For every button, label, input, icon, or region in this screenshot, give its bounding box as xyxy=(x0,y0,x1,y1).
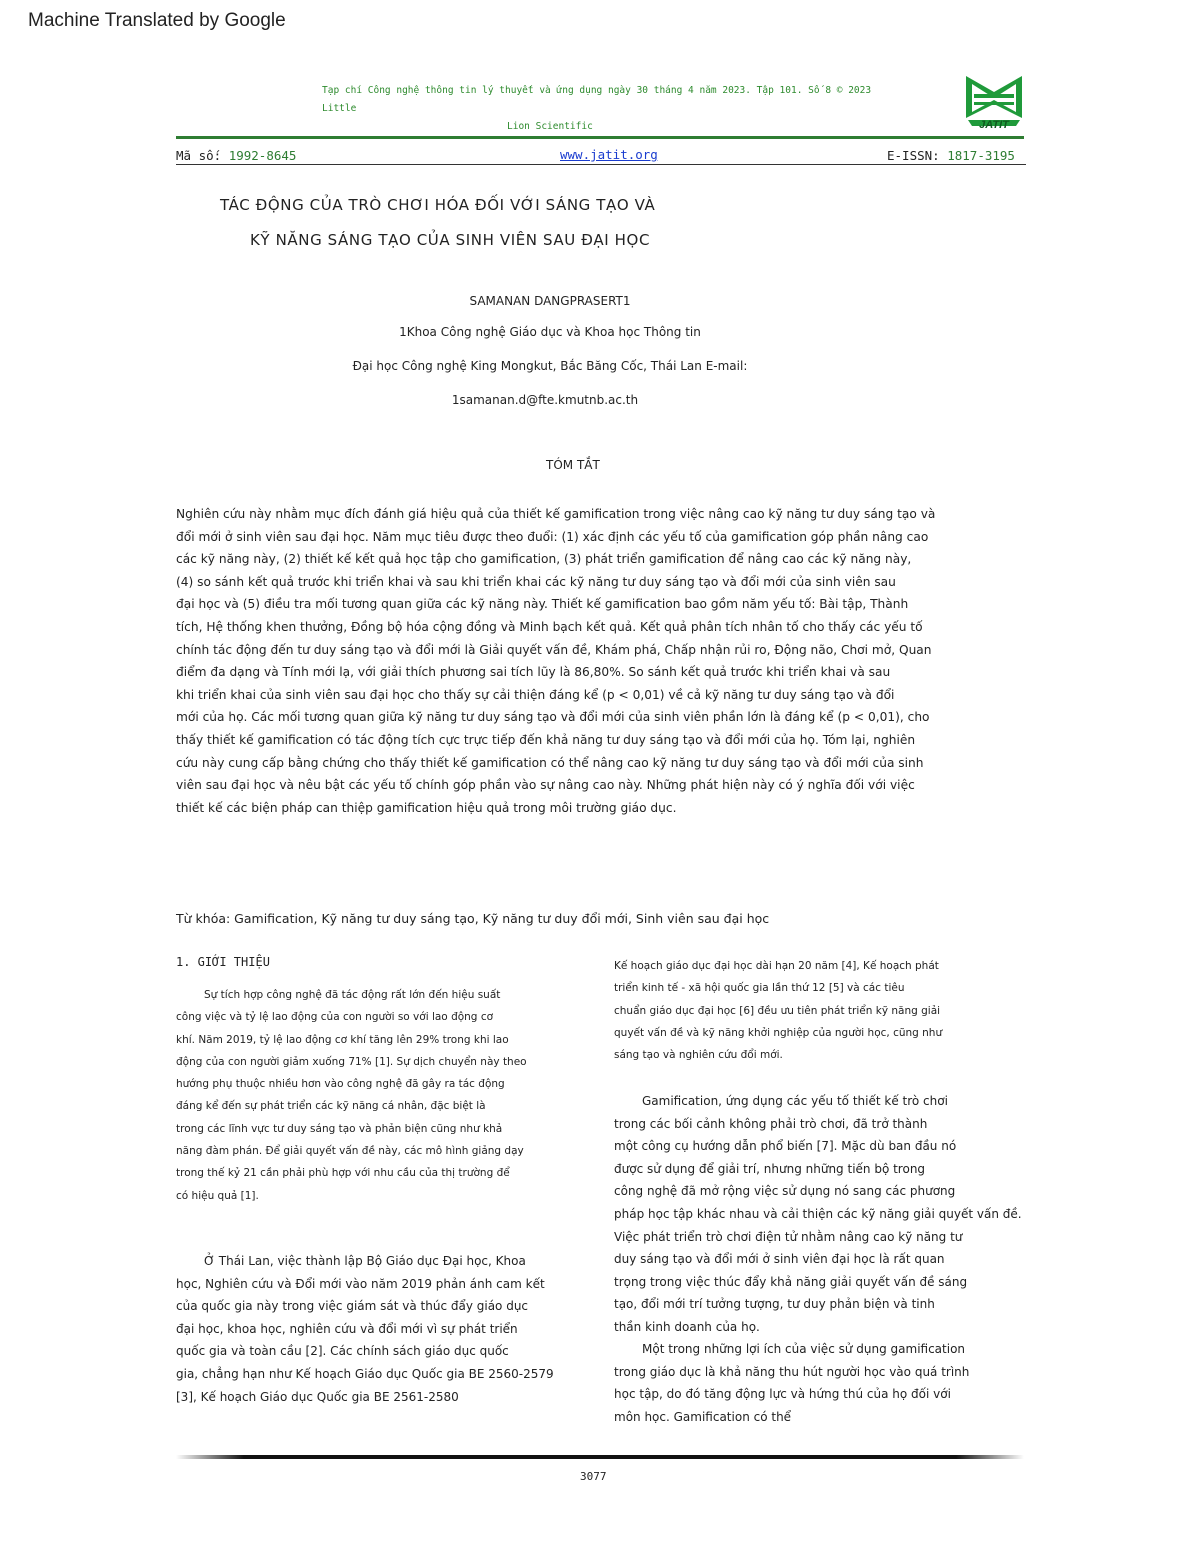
author-affiliation-2: Đại học Công nghệ King Mongkut, Bắc Băng Cốc, Thái Lan E-mail: xyxy=(352,359,748,373)
journal-citation-line: Tạp chí Công nghệ thông tin lý thuyết và ứng dụng ngày 30 tháng 4 năm 2023. Tập 101. Số 8 © 2023 Little xyxy=(322,85,872,114)
footer-rule xyxy=(176,1455,1024,1459)
jatit-logo xyxy=(962,74,1026,136)
paragraph-line: Việc phát triển trò chơi điện tử nhằm nâng cao kỹ năng tư xyxy=(614,1229,963,1244)
paragraph-line: Kế hoạch giáo dục đại học dài hạn 20 năm [4], Kế hoạch phát xyxy=(614,960,939,972)
abstract-line: (4) so sánh kết quả trước khi triển khai và sau khi triển khai các kỹ năng tư duy sáng tạo và đổi mới của sinh viên sau xyxy=(176,574,896,589)
paragraph-line: gia, chẳng hạn như Kế hoạch Giáo dục Quốc gia BE 2560-2579 xyxy=(176,1366,554,1381)
paragraph-line: triển kinh tế - xã hội quốc gia lần thứ 12 [5] và các tiêu xyxy=(614,982,905,995)
machine-translation-banner: Machine Translated by Google xyxy=(28,10,286,31)
paragraph-line: duy sáng tạo và đổi mới ở sinh viên đại học là rất quan xyxy=(614,1252,945,1267)
abstract-line: mới của họ. Các mối tương quan giữa kỹ năng tư duy sáng tạo và đổi mới của sinh viên phần lớn là đáng kể (p < 0,01), cho xyxy=(176,710,930,725)
paragraph-line: chuẩn giáo dục đại học [6] đều ưu tiên phát triển kỹ năng giải xyxy=(614,1004,941,1017)
paragraph-line: trọng trong việc thúc đẩy khả năng giải quyết vấn đề sáng xyxy=(614,1274,968,1289)
journal-publisher-line: Lion Scientific xyxy=(507,121,593,132)
paragraph-line: [3], Kế hoạch Giáo dục Quốc gia BE 2561-2580 xyxy=(176,1389,459,1404)
paragraph-line: trong các bối cảnh không phải trò chơi, đã trở thành xyxy=(614,1116,928,1131)
paragraph-line: công việc và tỷ lệ lao động của con người so với lao động cơ xyxy=(176,1011,494,1024)
section-heading-introduction: 1. GIỚI THIỆU xyxy=(176,955,270,969)
author-affiliation-1: 1Khoa Công nghệ Giáo dục và Khoa học Thông tin xyxy=(399,325,701,339)
author-name: SAMANAN DANGPRASERT1 xyxy=(469,294,631,308)
eissn xyxy=(887,148,1015,163)
abstract-line: tích, Hệ thống khen thưởng, Đồng bộ hóa cộng đồng và Minh bạch kết quả. Kết quả phân tích nhân tố cho thấy các yếu tố xyxy=(176,619,923,634)
paragraph-line: trong các lĩnh vực tư duy sáng tạo và phản biện cũng như khả xyxy=(176,1122,503,1135)
abstract-line: đổi mới ở sinh viên sau đại học. Năm mục tiêu được theo đuổi: (1) xác định các yếu tố của gamification góp phần nâng cao xyxy=(176,529,929,544)
abstract-line: cứu này cung cấp bằng chứng cho thấy thiết kế gamification có thể nâng cao kỹ năng tư duy sáng tạo và đổi mới của sinh xyxy=(176,755,924,770)
header-rule-green xyxy=(176,136,1024,139)
journal-header xyxy=(322,82,882,136)
issn-value: 1992-8645 xyxy=(228,148,297,163)
abstract-heading: TÓM TẮT xyxy=(546,458,600,472)
paragraph-line: động của con người giảm xuống 71% [1]. Sự dịch chuyển này theo xyxy=(176,1055,527,1068)
paragraph-line: học tập, do đó tăng động lực và hứng thú của họ đối với xyxy=(614,1387,951,1402)
paragraph-line: quốc gia và toàn cầu [2]. Các chính sách giáo dục quốc xyxy=(176,1344,509,1359)
intro-right-paragraph-1 xyxy=(614,955,1034,1066)
paragraph-line: Một trong những lợi ích của việc sử dụng gamification xyxy=(642,1342,966,1356)
journal-url-link[interactable]: www.jatit.org xyxy=(560,147,658,162)
paragraph-line: môn học. Gamification có thể xyxy=(614,1409,792,1424)
page-number: 3077 xyxy=(580,1470,607,1483)
paper-title-line2: KỸ NĂNG SÁNG TẠO CỦA SINH VIÊN SAU ĐẠI HỌC xyxy=(250,231,651,249)
abstract-line: viên sau đại học và nêu bật các yếu tố chính góp phần vào sự nâng cao này. Những phát hiện này có ý nghĩa đối với việc xyxy=(176,778,915,793)
eissn-label: E-ISSN: xyxy=(887,148,948,163)
paragraph-line: Gamification, ứng dụng các yếu tố thiết kế trò chơi xyxy=(642,1094,948,1108)
header-rule-dark xyxy=(176,164,1026,165)
paragraph-line: học, Nghiên cứu và Đổi mới vào năm 2019 phản ánh cam kết xyxy=(176,1276,545,1291)
paragraph-line: tạo, đổi mới trí tưởng tượng, tư duy phản biện và tinh xyxy=(614,1297,935,1312)
paragraph-line: pháp học tập khác nhau và cải thiện các kỹ năng giải quyết vấn đề. xyxy=(614,1206,1022,1221)
abstract-line: Nghiên cứu này nhằm mục đích đánh giá hiệu quả của thiết kế gamification trong việc nâng cao kỹ năng tư duy sáng tạo và xyxy=(176,507,936,521)
abstract-line: chính tác động đến tư duy sáng tạo và đổi mới là Giải quyết vấn đề, Khám phá, Chấp nhận rủi ro, Động não, Chơi mở, Quan xyxy=(176,642,932,657)
keywords: Từ khóa: Gamification, Kỹ năng tư duy sáng tạo, Kỹ năng tư duy đổi mới, Sinh viên sau đại học xyxy=(176,911,770,926)
eissn-value: 1817-3195 xyxy=(947,148,1015,163)
issn-label: Mã số: xyxy=(176,148,229,163)
author-email: 1samanan.d@fte.kmutnb.ac.th xyxy=(451,393,639,407)
intro-right-paragraph-2 xyxy=(614,1090,1104,1339)
paragraph-line: hướng phụ thuộc nhiều hơn vào công nghệ đã gây ra tác động xyxy=(176,1078,505,1091)
paragraph-line: Ở Thái Lan, việc thành lập Bộ Giáo dục Đại học, Khoa xyxy=(204,1254,526,1268)
abstract-line: khi triển khai của sinh viên sau đại học cho thấy sự cải thiện đáng kể (p < 0,01) về cả kỹ năng tư duy sáng tạo và đổi xyxy=(176,687,895,702)
paragraph-line: đáng kể đến sự phát triển các kỹ năng cá nhân, đặc biệt là xyxy=(176,1100,486,1113)
jatit-logo-text: JATIT xyxy=(979,119,1009,131)
intro-paragraph-1 xyxy=(176,984,596,1207)
paper-title-line1: TÁC ĐỘNG CỦA TRÒ CHƠI HÓA ĐỐI VỚI SÁNG TẠO VÀ xyxy=(220,196,656,214)
abstract-body xyxy=(176,503,1026,819)
intro-right-paragraph-3 xyxy=(614,1338,1034,1428)
abstract-line: đại học và (5) điều tra mối tương quan giữa các kỹ năng này. Thiết kế gamification bao gồm năm yếu tố: Bài tập, Thành xyxy=(176,597,909,612)
paragraph-line: đại học, khoa học, nghiên cứu và đổi mới vì sự phát triển xyxy=(176,1321,518,1336)
paragraph-line: năng đàm phán. Để giải quyết vấn đề này, các mô hình giảng dạy xyxy=(176,1145,524,1158)
paragraph-line: công nghệ đã mở rộng việc sử dụng nó sang các phương xyxy=(614,1184,956,1199)
paragraph-line: khí. Năm 2019, tỷ lệ lao động cơ khí tăng lên 29% trong khi lao xyxy=(176,1033,509,1046)
issn xyxy=(176,148,296,163)
paragraph-line: thần kinh doanh của họ. xyxy=(614,1319,760,1334)
paragraph-line: có hiệu quả [1]. xyxy=(176,1189,259,1202)
paragraph-line: Sự tích hợp công nghệ đã tác động rất lớn đến hiệu suất xyxy=(204,989,501,1001)
abstract-line: thấy thiết kế gamification có tác động tích cực trực tiếp đến khả năng tư duy sáng tạo và đổi mới của họ. Tóm lại, nghiên xyxy=(176,732,916,747)
paragraph-line: trong thế kỷ 21 cần phải phù hợp với nhu cầu của thị trường để xyxy=(176,1167,510,1180)
paragraph-line: một công cụ hướng dẫn phổ biến [7]. Mặc dù ban đầu nó xyxy=(614,1139,957,1154)
paragraph-line: của quốc gia này trong việc giám sát và thúc đẩy giáo dục xyxy=(176,1299,529,1314)
abstract-line: điểm đa dạng và Tính mới lạ, với giải thích phương sai tích lũy là 86,80%. So sánh kết quả trước khi triển khai và sau xyxy=(176,665,891,680)
paragraph-line: sáng tạo và nghiên cứu đổi mới. xyxy=(614,1049,783,1062)
abstract-line: thiết kế các biện pháp can thiệp gamification hiệu quả trong môi trường giáo dục. xyxy=(176,800,677,815)
paragraph-line: trong giáo dục là khả năng thu hút người học vào quá trình xyxy=(614,1364,970,1379)
paragraph-line: quyết vấn đề và kỹ năng khởi nghiệp của người học, cũng như xyxy=(614,1026,943,1039)
abstract-line: các kỹ năng này, (2) thiết kế kết quả học tập cho gamification, (3) phát triển gamification để nâng cao các kỹ năng này, xyxy=(176,552,912,567)
intro-paragraph-2 xyxy=(176,1250,596,1408)
paragraph-line: được sử dụng để giải trí, nhưng những tiến bộ trong xyxy=(614,1161,926,1176)
